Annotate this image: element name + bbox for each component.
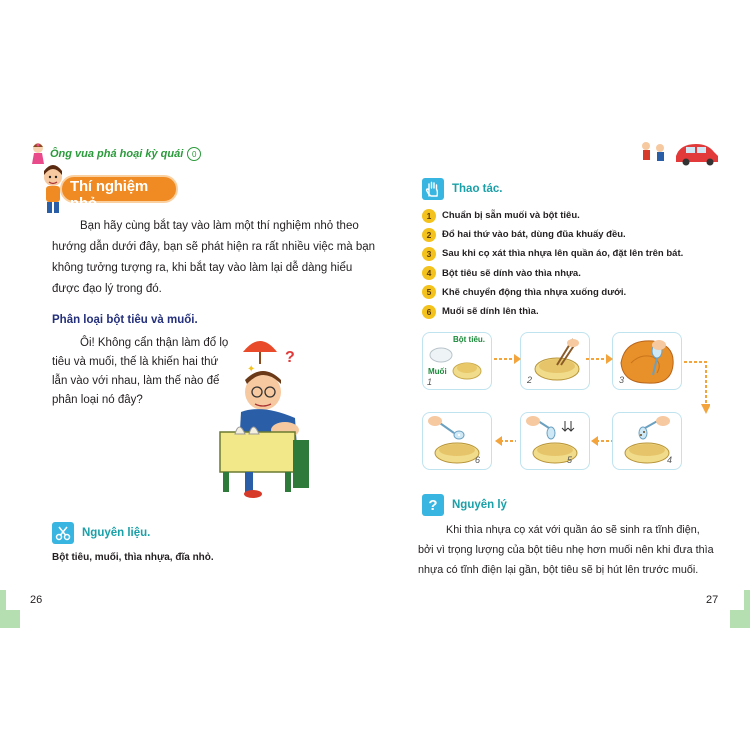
step-text: Muối sẽ dính lên thìa.	[442, 306, 539, 318]
flow-arrow-left-icon	[494, 434, 518, 448]
step-number-badge: 2	[422, 228, 436, 242]
step-number-badge: 6	[422, 305, 436, 319]
panel-number: 5	[567, 455, 573, 465]
pepper-label: Bột tiêu.	[453, 335, 485, 344]
step-number-badge: 4	[422, 266, 436, 280]
flow-arrow-right-icon	[584, 352, 614, 366]
step-panel-1	[422, 332, 492, 390]
confused-boy-illustration	[215, 322, 325, 502]
steps-list	[422, 206, 683, 321]
step-panel-5	[520, 412, 590, 470]
page-number-right: 27	[706, 594, 719, 606]
steps-heading	[422, 178, 502, 200]
page-number-left: 26	[30, 594, 43, 606]
question-paragraph: Ôi! Không cẩn thận làm đổ lọ tiêu và muối, thế là khiến hai thứ lẫn vào với nhau, làm thế nào để phân loại nó đây?	[52, 337, 229, 406]
materials-text: Bột tiêu, muối, thìa nhựa, đĩa nhỏ.	[52, 552, 214, 563]
step-item	[422, 225, 683, 244]
principle-paragraph: Khi thìa nhựa cọ xát với quần áo sẽ sinh ra tĩnh điện, bởi vì trọng lượng của bột tiêu nhẹ hơn muối nên khi đưa thìa nhựa có tĩnh điện lại gần, bột tiêu sẽ bị hút lên trước muối.	[418, 524, 714, 576]
salt-label: Muối	[428, 367, 447, 376]
step-number-badge: 5	[422, 285, 436, 299]
spoon-moving-down-illustration	[521, 413, 590, 470]
section-title: Thí nghiệm nhỏ	[70, 178, 148, 212]
panel-number: 4	[667, 455, 673, 465]
materials-title: Nguyên liệu.	[82, 527, 151, 539]
book-title-badge: 0	[187, 147, 201, 161]
flow-arrow-right-icon	[492, 352, 522, 366]
panel-number: 2	[527, 375, 533, 385]
intro-paragraph: Bạn hãy cùng bắt tay vào làm một thí nghiệm nhỏ theo hướng dẫn dưới đây, bạn sẽ phát hiện ra rất nhiều việc mà bạn không tưởng tượng ra, khi bắt tay vào làm lại dễ dàng hiểu được đạo lý trong đó.	[52, 220, 376, 295]
step-text: Sau khi cọ xát thìa nhựa lên quần áo, đặt lên trên bát.	[442, 248, 684, 260]
step-panel-2	[520, 332, 590, 390]
step-item	[422, 206, 683, 225]
step-item	[422, 264, 683, 283]
step-item	[422, 283, 683, 302]
flow-arrow-left-icon	[590, 434, 614, 448]
materials-heading	[52, 522, 150, 544]
step-panel-4	[612, 412, 682, 470]
question-mark-icon: ?	[422, 494, 444, 516]
scissors-icon	[52, 522, 74, 544]
panel-number: 3	[619, 375, 625, 385]
principle-title: Nguyên lý	[452, 499, 507, 511]
panel-number: 1	[427, 377, 433, 387]
book-title-text: Ông vua phá hoại kỳ quái	[50, 148, 184, 160]
step-panel-3	[612, 332, 682, 390]
book-title	[30, 142, 201, 166]
svg-text:✦: ✦	[247, 364, 256, 375]
girl-mascot-icon	[30, 142, 46, 166]
step-text: Khẽ chuyển động thìa nhựa xuống dưới.	[442, 286, 627, 298]
salt-on-spoon-illustration	[423, 413, 492, 470]
section-banner	[38, 165, 178, 215]
svg-text:?: ?	[285, 349, 295, 366]
step-text: Bột tiêu sẽ dính vào thìa nhựa.	[442, 267, 581, 279]
corner-decoration-left-bar	[0, 610, 20, 628]
step-panel-6	[422, 412, 492, 470]
principle-heading	[422, 494, 507, 516]
step-text: Đổ hai thứ vào bát, dùng đũa khuấy đều.	[442, 229, 626, 241]
flow-arrow-down-icon	[682, 356, 710, 416]
step-number-badge: 1	[422, 209, 436, 223]
step-text: Chuẩn bị sẵn muối và bột tiêu.	[442, 210, 580, 222]
panel-number: 6	[475, 455, 481, 465]
kids-and-car-illustration	[640, 138, 720, 166]
hand-icon	[422, 178, 444, 200]
step-item	[422, 302, 683, 321]
step-item	[422, 244, 683, 263]
steps-title: Thao tác.	[452, 183, 503, 195]
step-number-badge: 3	[422, 247, 436, 261]
boy-mascot-icon	[38, 165, 68, 215]
experiment-heading: Phân loại bột tiêu và muối.	[52, 314, 198, 326]
corner-decoration-right-bar	[730, 610, 750, 628]
